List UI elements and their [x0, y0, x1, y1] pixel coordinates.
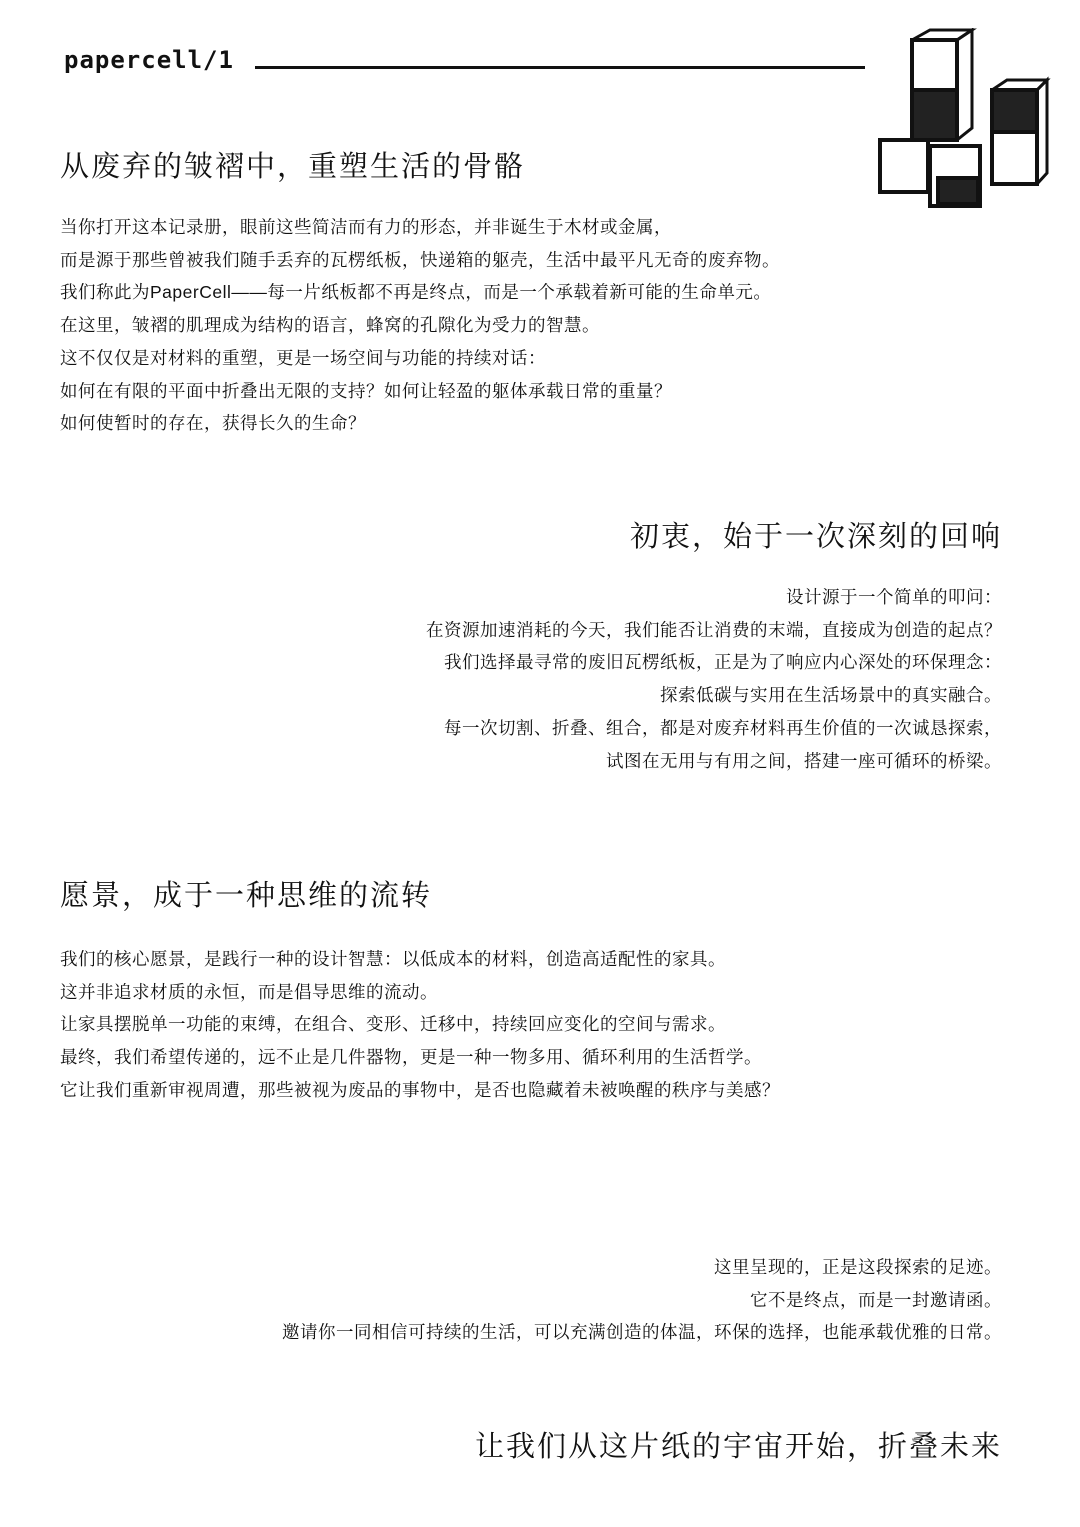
- body-line: 最终，我们希望传递的，远不止是几件器物，更是一种一物多用、循环利用的生活哲学。: [60, 1047, 762, 1068]
- section-body-intention: [426, 581, 1002, 777]
- closing-body: [282, 1251, 1002, 1349]
- header-rule: [255, 66, 865, 69]
- body-line: 每一次切割、折叠、组合，都是对废弃材料再生价值的一次诚恳探索，: [444, 717, 1002, 738]
- body-line: 试图在无用与有用之间，搭建一座可循环的桥梁。: [606, 750, 1002, 771]
- section-title-intention: 初衷，始于一次深刻的回响: [629, 521, 1002, 553]
- body-line: 这不仅仅是对材料的重塑，更是一场空间与功能的持续对话：: [60, 347, 546, 368]
- body-line: 在资源加速消耗的今天，我们能否让消费的末端，直接成为创造的起点？: [426, 619, 1002, 640]
- body-line: 它不是终点，而是一封邀请函。: [750, 1289, 1002, 1310]
- brand-logo: papercell/1: [64, 46, 234, 74]
- body-line: 我们称此为PaperCell——每一片纸板都不再是终点，而是一个承载着新可能的生命单元。: [60, 282, 772, 303]
- body-line: 设计源于一个简单的叩问：: [786, 587, 1002, 607]
- body-line: 如何使暂时的存在，获得长久的生命？: [60, 413, 366, 434]
- body-line: 让家具摆脱单一功能的束缚，在组合、变形、迁移中，持续回应变化的空间与需求。: [60, 1014, 726, 1035]
- body-line: 如何在有限的平面中折叠出无限的支持？如何让轻盈的躯体承载日常的重量？: [60, 380, 672, 401]
- section-title-vision: 愿景，成于一种思维的流转: [60, 880, 433, 912]
- body-line: 这里呈现的，正是这段探索的足迹。: [714, 1257, 1002, 1277]
- body-line: 它让我们重新审视周遭，那些被视为废品的事物中，是否也隐藏着未被唤醒的秩序与美感？: [60, 1079, 780, 1100]
- body-line: 在这里，皱褶的肌理成为结构的语言，蜂窝的孔隙化为受力的智慧。: [60, 315, 600, 336]
- body-line: 而是源于那些曾被我们随手丢弃的瓦楞纸板，快递箱的躯壳，生活中最平凡无奇的废弃物。: [60, 249, 780, 270]
- section-body-origin: [60, 211, 780, 440]
- body-line: 邀请你一同相信可持续的生活，可以充满创造的体温，环保的选择，也能承载优雅的日常。: [282, 1322, 1002, 1343]
- body-line: 当你打开这本记录册，眼前这些简洁而有力的形态，并非诞生于木材或金属，: [60, 217, 672, 237]
- section-body-vision: [60, 943, 780, 1107]
- cardboard-cubes-illustration: [872, 28, 1052, 218]
- body-line: 这并非追求材质的永恒，而是倡导思维的流动。: [60, 981, 438, 1002]
- body-line: 探索低碳与实用在生活场景中的真实融合。: [660, 685, 1002, 706]
- body-line: 我们的核心愿景，是践行一种的设计智慧：以低成本的材料，创造高适配性的家具。: [60, 949, 726, 969]
- closing-title: 让我们从这片纸的宇宙开始，折叠未来: [474, 1431, 1002, 1463]
- body-line: 我们选择最寻常的废旧瓦楞纸板，正是为了响应内心深处的环保理念：: [444, 652, 1002, 673]
- section-title-origin: 从废弃的皱褶中，重塑生活的骨骼: [60, 151, 526, 183]
